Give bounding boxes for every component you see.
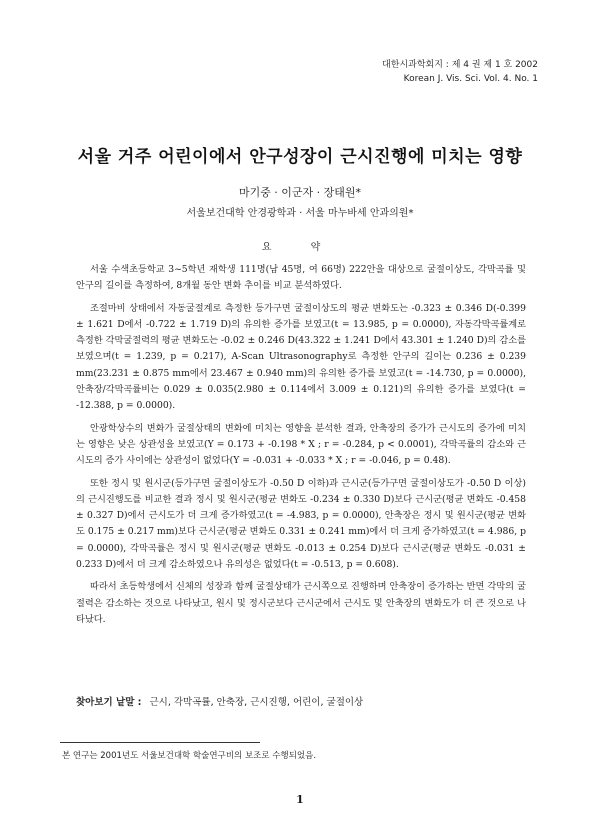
abstract-paragraph-2: 조절마비 상태에서 자동굴절계로 측정한 등가구면 굴절이상도의 평균 변화도는 -0.323 ± 0.346 D(-0.399 ± 1.621 D에서 -0.722 ± 1.719 D)의 유의한 증가를 보였고(t = 13.985, p = 0.0000), 자동각막곡률계로 측정한 각막굴절력의 평균 변화도는 -0.02 ± 0.246 D(43.322 ± 1.241 D에서 43.301 ± 1.240 D)의 감소를 보였으며(t = 1.239, p = 0.217), A-Scan Ultrasonography로 측정한 안구의 길이는 0.236 ± 0.239 mm(23.231 ± 0.875 mm에서 23.467 ± 0.940 mm)의 유의한 증가를 보였고(t = -14.730, p = 0.0000), 안축장/각막곡률비는 0.029 ± 0.035(2.980 ± 0.114에서 3.009 ± 0.121)의 유의한 증가를 보였다(t = -12.388, p = 0.0000). (76, 302, 526, 412)
affiliation: 서울보건대학 안경광학과 · 서울 마누바세 안과의원* (186, 208, 414, 219)
paper-title: 서울 거주 어린이에서 안구성장이 근시진행에 미치는 영향 (77, 147, 523, 167)
author-list: 마기중 · 이군자 · 장태원* (238, 186, 362, 199)
footnote-divider (60, 742, 260, 743)
abstract-body (76, 262, 526, 634)
journal-citation (382, 58, 538, 86)
abstract-paragraph-3: 안광학상수의 변화가 굴절상태의 변화에 미치는 영향을 분석한 결과, 안축장의 증가가 근시도의 증가에 미치는 영향은 낮은 상관성을 보였고(Y = 0.173 + -0.198 * X ; r = -0.284, p < 0.0001), 각막곡률의 감소와 근시도의 증가 사이에는 상관성이 없었다(Y = -0.031 + -0.033 * X ; r = -0.046, p = 0.48). (76, 422, 526, 467)
journal-citation-korean: 대한시과학회지 : 제 4 권 제 1 호 2002 (382, 60, 538, 70)
abstract-paragraph-1: 서울 수색초등학교 3~5학년 재학생 111명(남 45명, 여 66명) 222안을 대상으로 굴절이상도, 각막곡률 및 안구의 길이를 측정하여, 8개월 동안 변화 추이를 비교 분석하였다. (76, 264, 526, 292)
keywords-label: 찾아보기 낱말 : (76, 697, 142, 708)
page-number: 1 (296, 793, 304, 806)
keywords (76, 694, 526, 708)
footnote: 본 연구는 2001년도 서울보건대학 학술연구비의 보조로 수행되었음. (62, 751, 317, 761)
abstract-heading: 요 약 (261, 242, 339, 253)
abstract-paragraph-5: 따라서 초등학생에서 신체의 성장과 함께 굴절상태가 근시쪽으로 진행하며 안축장이 증가하는 반면 각막의 굴절력은 감소하는 것으로 나타났고, 원시 및 정시군보다 근시군에서 근시도 및 안축장의 변화도가 더 큰 것으로 나타났다. (76, 581, 526, 625)
journal-citation-english: Korean J. Vis. Sci. Vol. 4. No. 1 (403, 74, 538, 84)
keywords-text: 근시, 각막곡률, 안축장, 근시진행, 어린이, 굴절이상 (149, 697, 364, 708)
abstract-paragraph-4: 또한 정시 및 원시군(등가구면 굴절이상도가 -0.50 D 이하)과 근시군(등가구면 굴절이상도가 -0.50 D 이상)의 근시진행도를 비교한 결과 정시 및 원시군(평균 변화도 -0.234 ± 0.330 D)보다 근시군(평균 변화도 -0.458 ± 0.327 D)에서 근시도가 더 크게 증가하였고(t = -4.983, p = 0.0000), 안축장은 정시 및 원시군(평균 변화도 0.175 ± 0.217 mm)보다 근시군(평균 변화도 0.331 ± 0.241 mm)에서 더 크게 증가하였고(t = 4.986, p = 0.0000), 각막곡률은 정시 및 원시군(평균 변화도 -0.013 ± 0.254 D)보다 근시군(평균 변화도 -0.031 ± 0.233 D)에서 더 크게 감소하였으나 유의성은 없었다(t = -0.513, p = 0.608). (76, 477, 526, 571)
